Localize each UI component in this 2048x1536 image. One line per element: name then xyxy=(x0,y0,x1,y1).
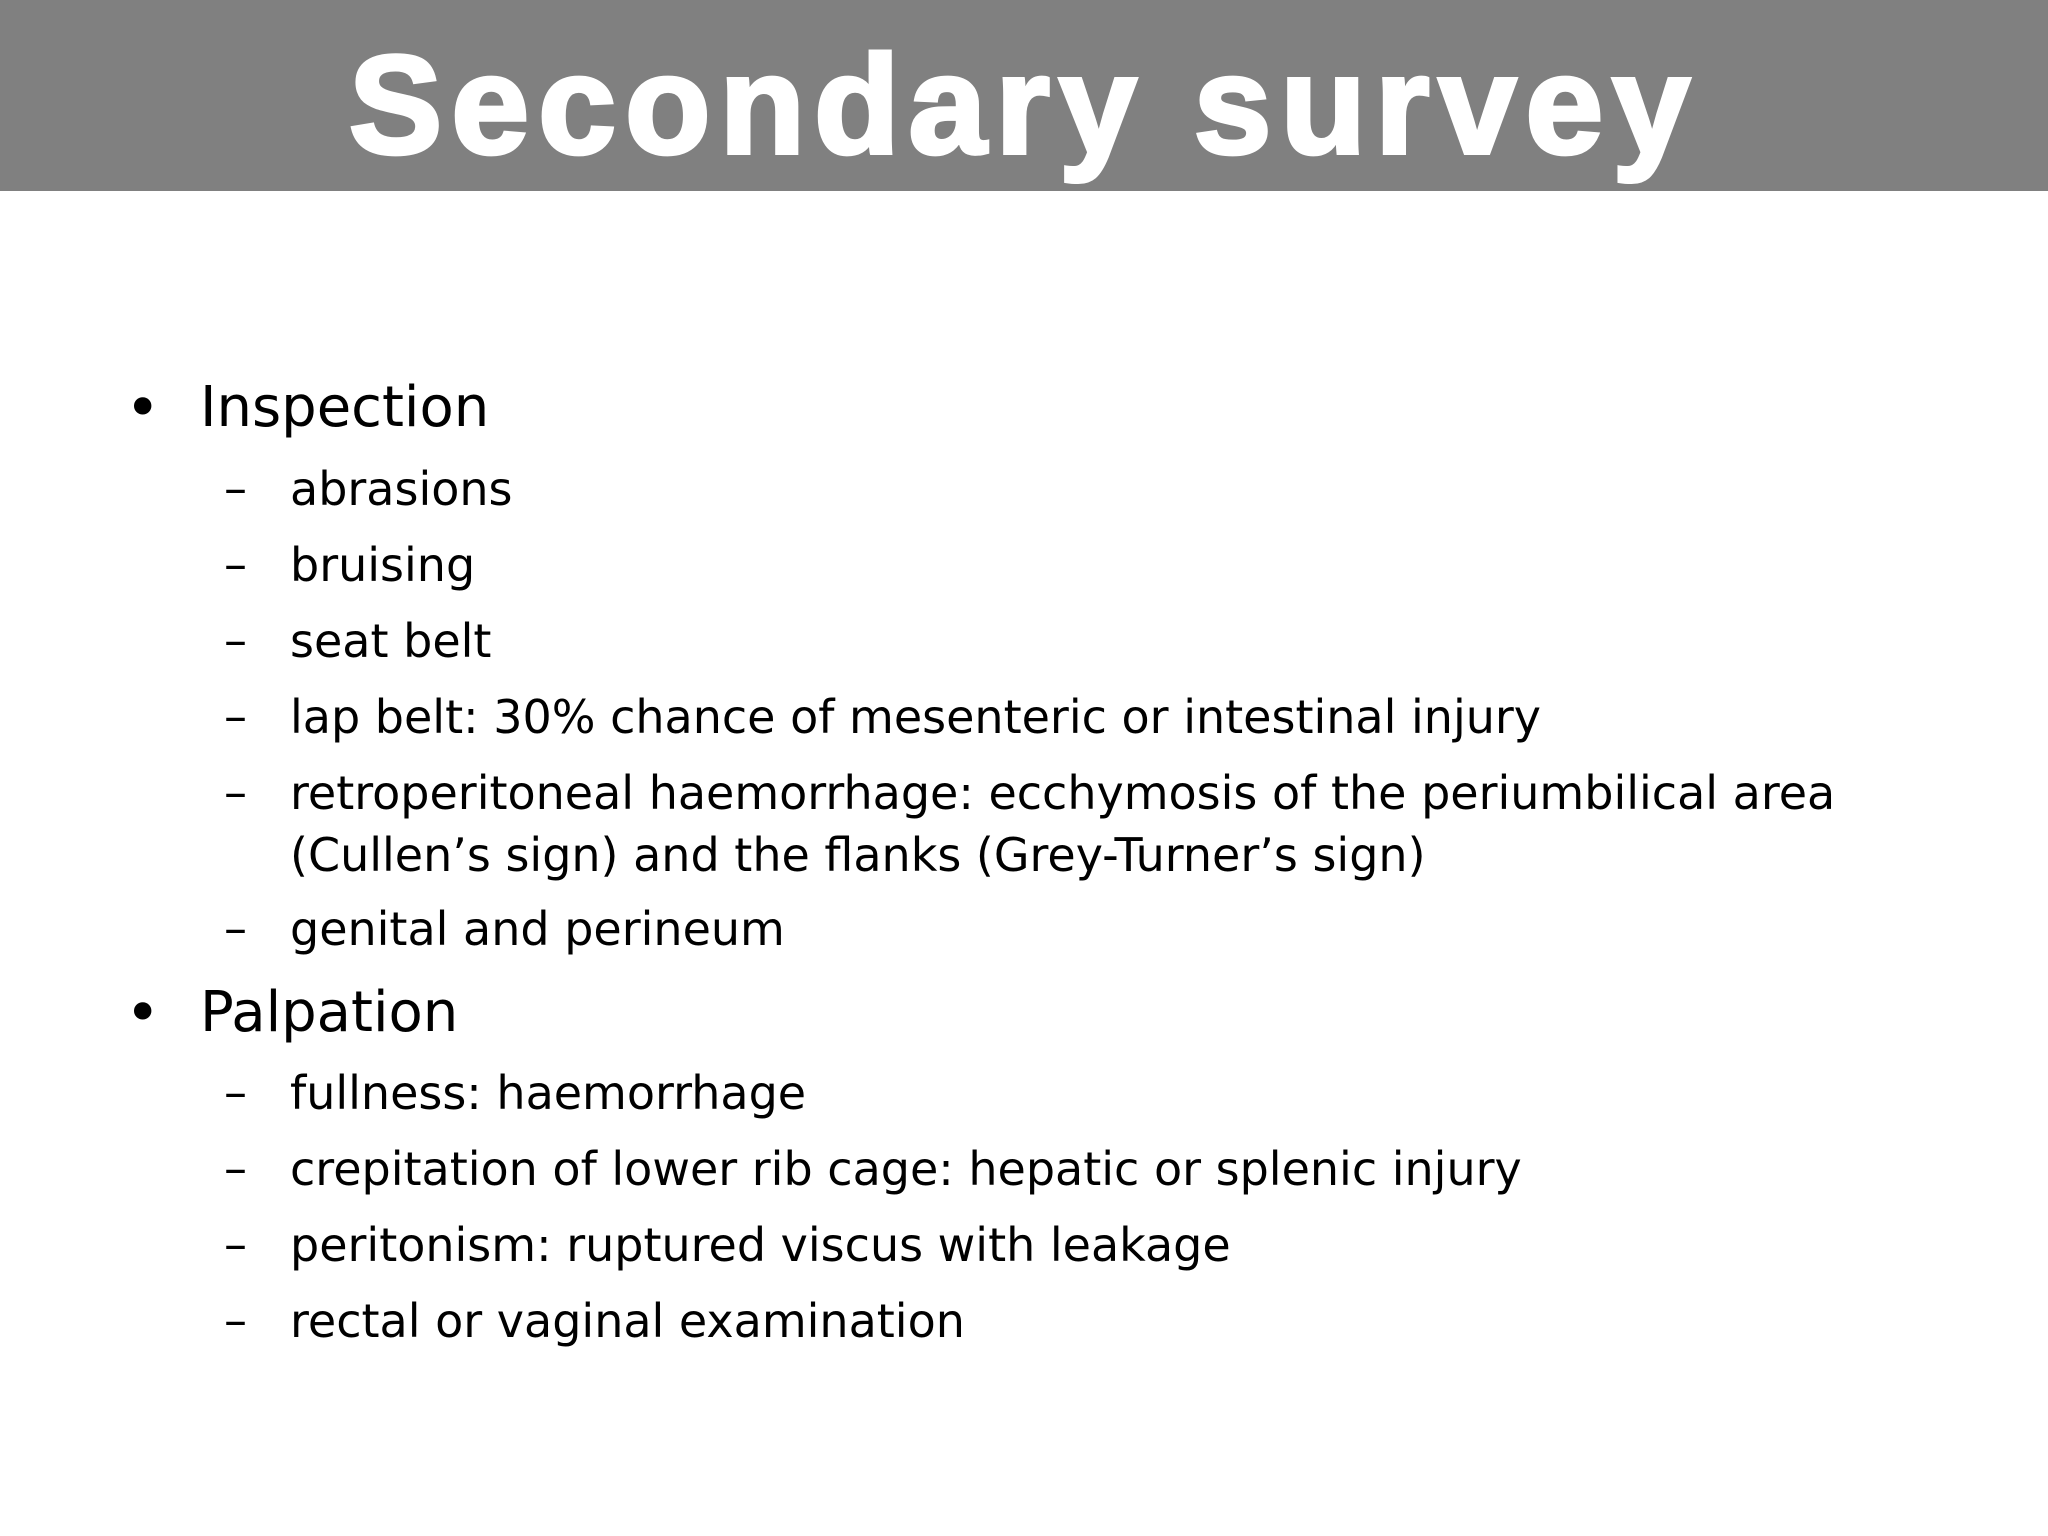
bullet-icon: • xyxy=(125,978,161,1048)
list-item: peritonism: ruptured viscus with leakage xyxy=(290,1218,1231,1272)
section-heading-palpation: Palpation xyxy=(200,980,459,1045)
list-item: seat belt xyxy=(290,614,492,668)
list-item: genital and perineum xyxy=(290,902,785,956)
dash-icon: – xyxy=(224,537,247,591)
dash-icon: – xyxy=(224,689,247,743)
slide-title: Secondary survey xyxy=(348,26,1700,183)
list-item: abrasions xyxy=(290,462,513,516)
list-item: lap belt: 30% chance of mesenteric or intestinal injury xyxy=(290,690,1542,744)
section-heading-inspection: Inspection xyxy=(200,375,490,440)
dash-icon: – xyxy=(224,1217,247,1271)
list-item-continuation: (Cullen’s sign) and the flanks (Grey-Turner’s sign) xyxy=(290,828,1426,882)
list-item: retroperitoneal haemorrhage: ecchymosis of the periumbilical area xyxy=(290,766,1836,820)
list-item: bruising xyxy=(290,538,476,592)
list-item: crepitation of lower rib cage: hepatic or splenic injury xyxy=(290,1142,1522,1196)
dash-icon: – xyxy=(224,1293,247,1347)
dash-icon: – xyxy=(224,901,247,955)
list-item: rectal or vaginal examination xyxy=(290,1294,965,1348)
list-item: fullness: haemorrhage xyxy=(290,1066,807,1120)
bullet-icon: • xyxy=(125,373,161,443)
dash-icon: – xyxy=(224,1065,247,1119)
dash-icon: – xyxy=(224,1141,247,1195)
dash-icon: – xyxy=(224,765,247,819)
dash-icon: – xyxy=(224,461,247,515)
dash-icon: – xyxy=(224,613,247,667)
